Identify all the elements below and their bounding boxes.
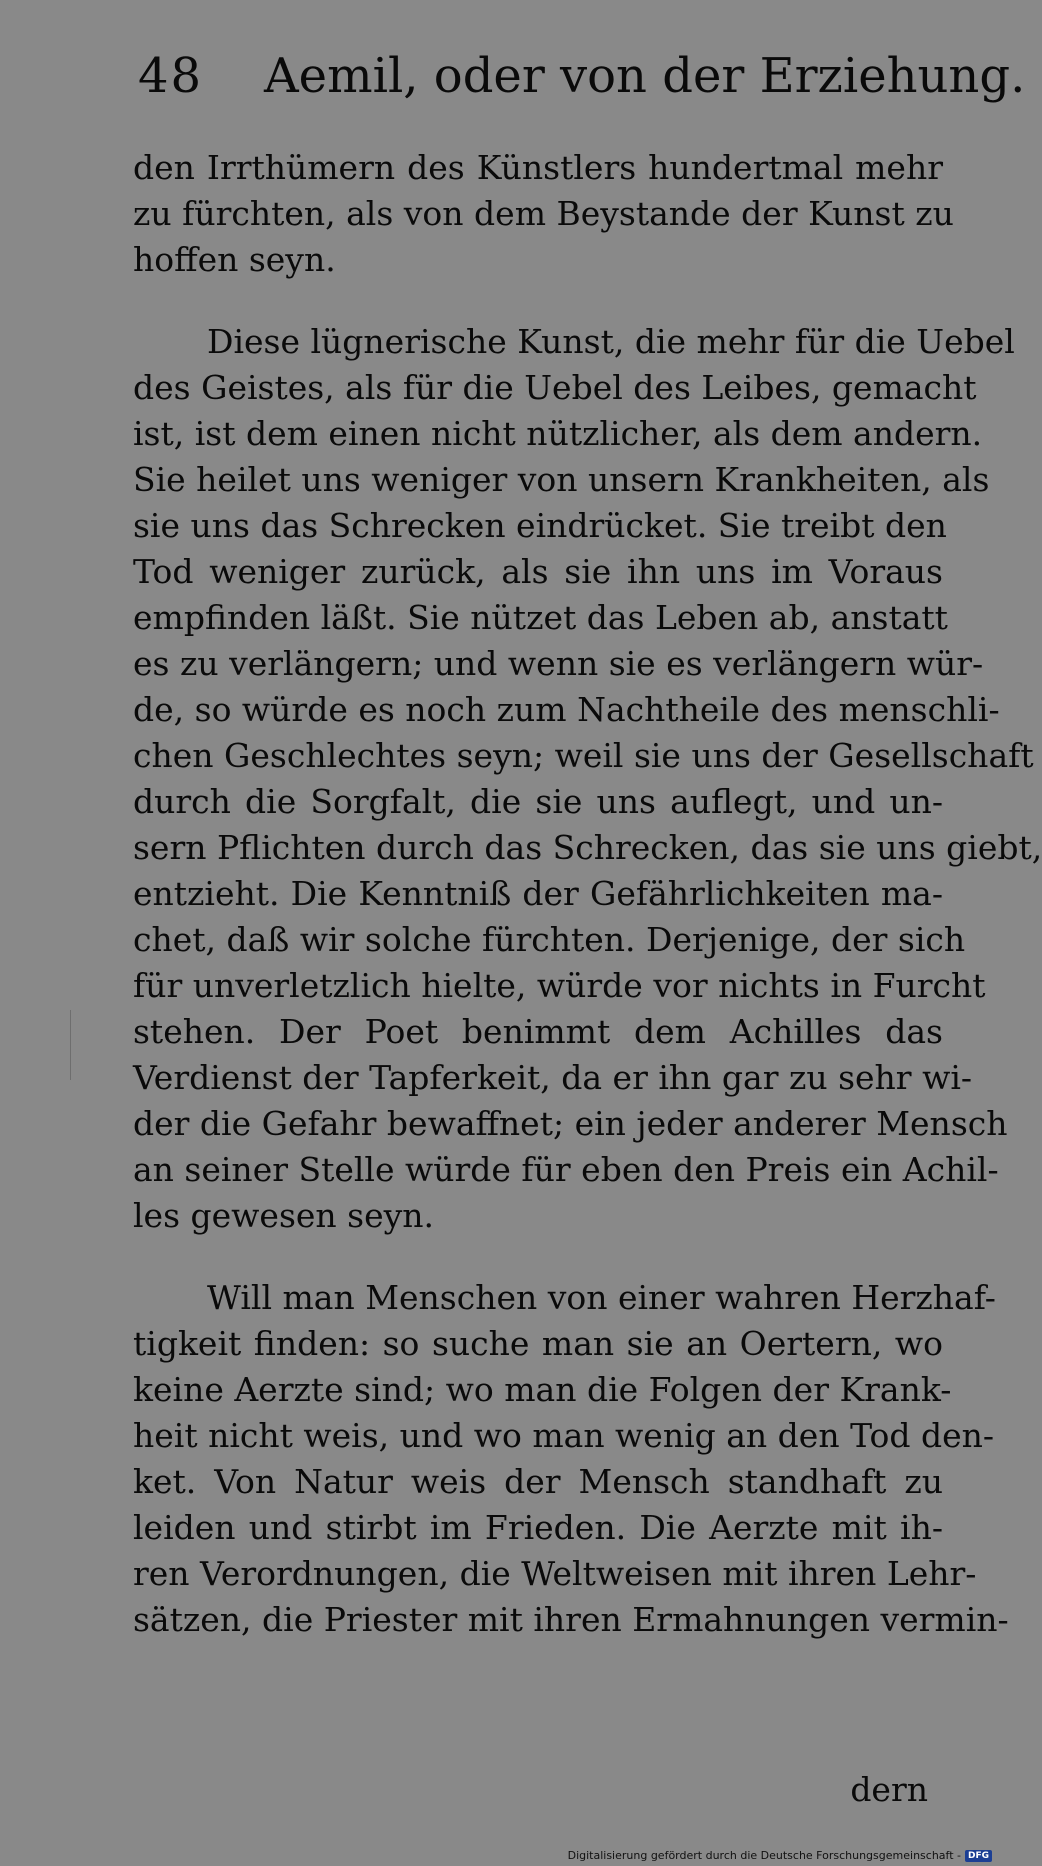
text-line: Diese lügnerische Kunst, die mehr für die Uebel xyxy=(207,322,1015,361)
text-line: Sie heilet uns weniger von unsern Krankheiten, als xyxy=(133,460,990,499)
text-line: chen Geschlechtes seyn; weil sie uns der Gesellschaft xyxy=(133,736,1034,775)
text-line: für unverletzlich hielte, würde vor nichts in Furcht xyxy=(133,966,986,1005)
text-line: ren Verordnungen, die Weltweisen mit ihren Lehr- xyxy=(133,1554,977,1593)
text-line: empfinden läßt. Sie nützet das Leben ab, anstatt xyxy=(133,598,948,637)
margin-mark xyxy=(70,1010,71,1080)
paragraph-gap xyxy=(133,1239,943,1275)
paragraph-gap xyxy=(133,283,943,319)
digitization-credit xyxy=(568,1849,992,1862)
text-line: de, so würde es noch zum Nachtheile des menschli- xyxy=(133,690,1000,729)
text-line: sern Pflichten durch das Schrecken, das sie uns giebt, xyxy=(133,828,1042,867)
text-line: Will man Menschen von einer wahren Herzhaf- xyxy=(207,1278,996,1317)
running-head: Aemil, oder von der Erziehung. xyxy=(264,48,1026,104)
dfg-logo: DFG xyxy=(965,1850,992,1862)
text-line: tigkeit finden: so suche man sie an Oertern, wo xyxy=(133,1324,943,1363)
text-line: chet, daß wir solche fürchten. Derjenige, der sich xyxy=(133,920,966,959)
page-header xyxy=(138,40,1026,130)
text-line: Verdienst der Tapferkeit, da er ihn gar zu sehr wi- xyxy=(133,1058,973,1097)
text-line: sätzen, die Priester mit ihren Ermahnungen vermin- xyxy=(133,1600,1009,1639)
text-line: es zu verlängern; und wenn sie es verlängern wür- xyxy=(133,644,984,683)
text-line: ist, ist dem einen nicht nützlicher, als dem andern. xyxy=(133,414,983,453)
text-line: der die Gefahr bewaffnet; ein jeder anderer Mensch xyxy=(133,1104,1008,1143)
text-line: stehen. Der Poet benimmt dem Achilles das xyxy=(133,1012,943,1051)
text-line: den Irrthümern des Künstlers hundertmal mehr xyxy=(133,148,943,187)
text-line: hoffen seyn. xyxy=(133,240,336,279)
text-line: ket. Von Natur weis der Mensch standhaft zu xyxy=(133,1462,943,1501)
catchword: dern xyxy=(850,1770,928,1809)
paragraph xyxy=(133,145,954,283)
text-line: leiden und stirbt im Frieden. Die Aerzte mit ih- xyxy=(133,1508,943,1547)
text-line: zu fürchten, als von dem Beystande der Kunst zu xyxy=(133,194,954,233)
text-line: Tod weniger zurück, als sie ihn uns im Voraus xyxy=(133,552,943,591)
text-line: les gewesen seyn. xyxy=(133,1196,434,1235)
page-number: 48 xyxy=(138,48,204,104)
body-text xyxy=(133,145,1042,1643)
text-line: entzieht. Die Kenntniß der Gefährlichkeiten ma- xyxy=(133,874,943,913)
text-line: an seiner Stelle würde für eben den Preis ein Achil- xyxy=(133,1150,999,1189)
paragraph xyxy=(133,319,1042,1239)
credit-text: Digitalisierung gefördert durch die Deutsche Forschungsgemeinschaft - xyxy=(567,1849,961,1862)
text-line: sie uns das Schrecken eindrücket. Sie treibt den xyxy=(133,506,947,545)
text-line: heit nicht weis, und wo man wenig an den Tod den- xyxy=(133,1416,995,1455)
text-line: des Geistes, als für die Uebel des Leibes, gemacht xyxy=(133,368,977,407)
text-line: keine Aerzte sind; wo man die Folgen der Krank- xyxy=(133,1370,952,1409)
text-line: durch die Sorgfalt, die sie uns auflegt, und un- xyxy=(133,782,943,821)
paragraph xyxy=(133,1275,1009,1643)
